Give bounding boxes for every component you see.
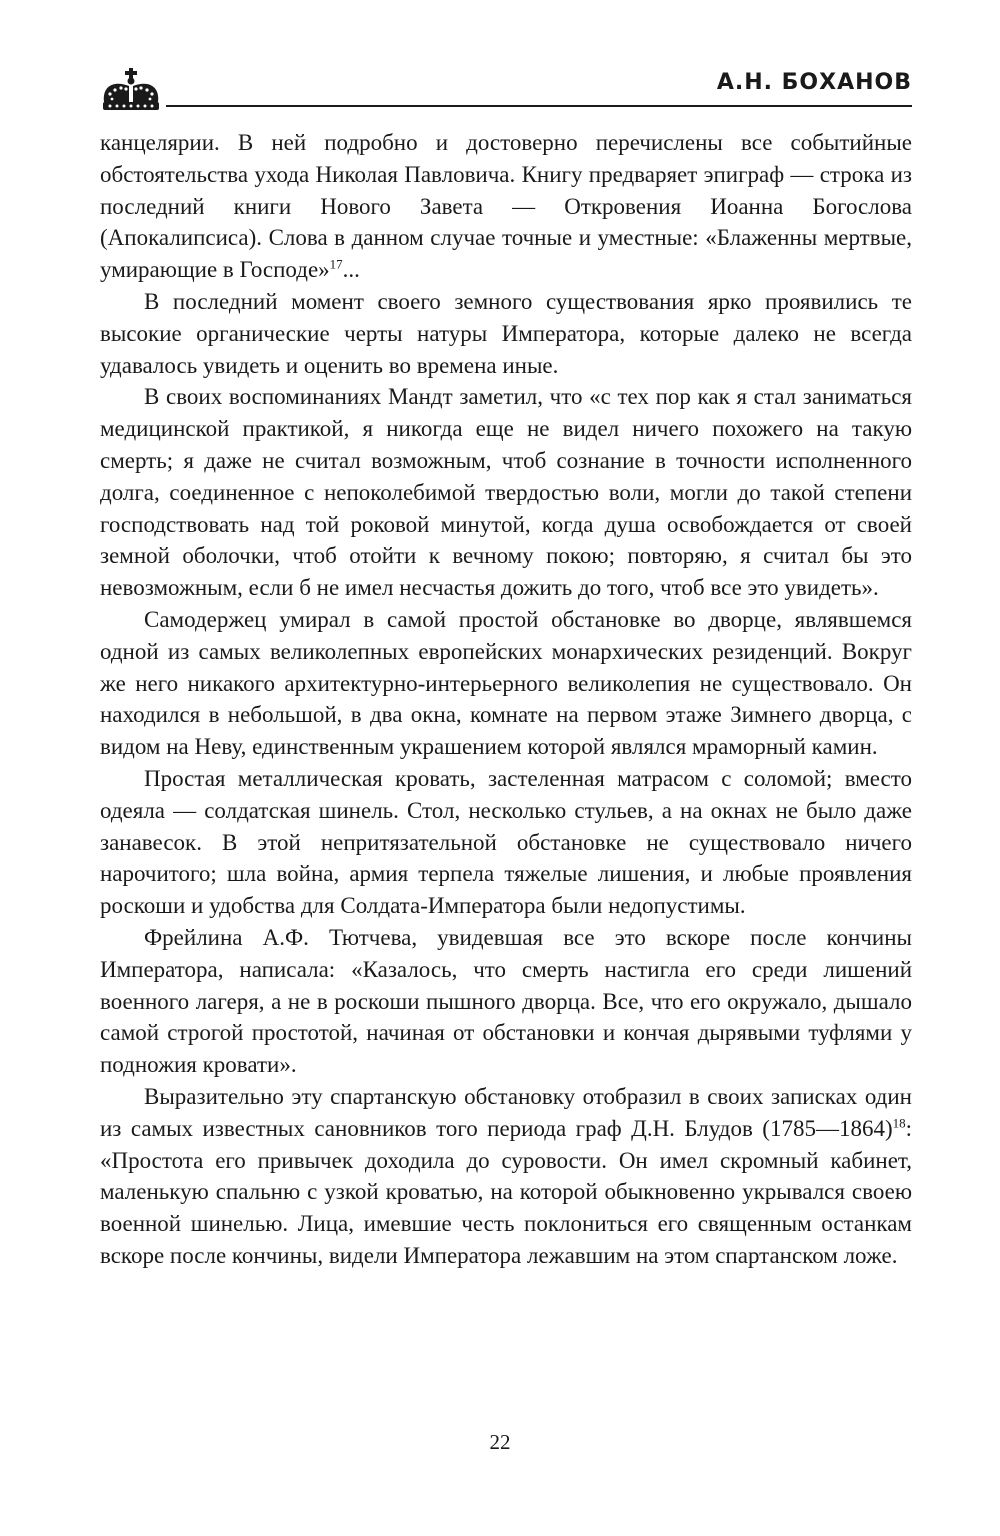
imperial-crown-icon (100, 68, 162, 114)
paragraph: Простая металлическая кровать, застеленная матрасом с соломой; вместо одеяла — солдатская шинель. Стол, несколько стульев, а на окнах не было даже занавесок. В этой непритязательной обстановке не существовало ничего нарочитого; шла война, армия терпела тяжелые лишения, и любые проявления роскоши и удобства для Солдата-Императора были недопустимы. (100, 765, 912, 919)
running-header (100, 68, 912, 110)
paragraph: канцелярии. В ней подробно и достоверно перечислены все событийные обстоятельства ухода Николая Павловича. Книгу предваряет эпиграф — строка из последний книги Нового Завета — Откровения Иоанна Богослова (Апокалипсиса). Слова в данном случае точные и уместные: «Блаженны мертвые, умирающие в Господе»$^{17}$... (100, 130, 912, 283)
paragraph: Выразительно эту спартанскую обстановку отобразил в своих записках один из самых известных сановников того периода граф Д.Н. Блудов (1785—1864)$^{18}$: «Простота его привычек доходила до суровости. Он имел скромный кабинет, маленькую спальню с узкой кроватью, на которой обыкновенно укрывался своею военной шинелью. Лица, имевшие честь поклониться его священным останкам вскоре после кончины, видели Императора лежавшим на этом спартанском ложе. (100, 1083, 912, 1268)
paragraph: В последний момент своего земного существования ярко проявились те высокие органические черты натуры Императора, которые далеко не всегда удавалось увидеть и оценить во времена иные. (100, 288, 912, 378)
paragraph: Самодержец умирал в самой простой обстановке во дворце, являвшемся одной из самых великолепных европейских монархических резиденций. Вокруг же него никакого архитектурно-интерьерного великолепия не существовало. Он находился в небольшой, в два окна, комнате на первом этаже Зимнего дворца, с видом на Неву, единственным украшением которой являлся мраморный камин. (100, 606, 912, 760)
page-number: 22 (489, 1430, 511, 1454)
header-rule (166, 105, 912, 107)
footnote-ref[interactable]: 17 (329, 256, 343, 272)
footnote-ref[interactable]: 18 (892, 1115, 906, 1131)
body-text (100, 127, 912, 1272)
paragraph: Фрейлина А.Ф. Тютчева, увидевшая все это вскоре после кончины Императора, написала: «Казалось, что смерть настигла его среди лишений военного лагеря, а не в роскоши пышного дворца. Все, что его окружало, дышало самой строгой простотой, начиная от обстановки и кончая дырявыми туфлями у подножия кровати». (100, 924, 912, 1078)
running-head-author: А.Н. БОХАНОВ (716, 70, 912, 95)
paragraph: В своих воспоминаниях Мандт заметил, что «с тех пор как я стал заниматься медицинской практикой, я никогда еще не видел ничего похожего на такую смерть; я даже не считал возможным, чтоб сознание в точности исполненного долга, соединенное с непоколебимой твердостью воли, могли до такой степени господствовать над той роковой минутой, когда душа освобождается от своей земной оболочки, чтоб отойти к вечному покою; повторяю, я считал бы это невозможным, если б не имел несчастья дожить до того, чтоб все это увидеть». (100, 384, 912, 601)
